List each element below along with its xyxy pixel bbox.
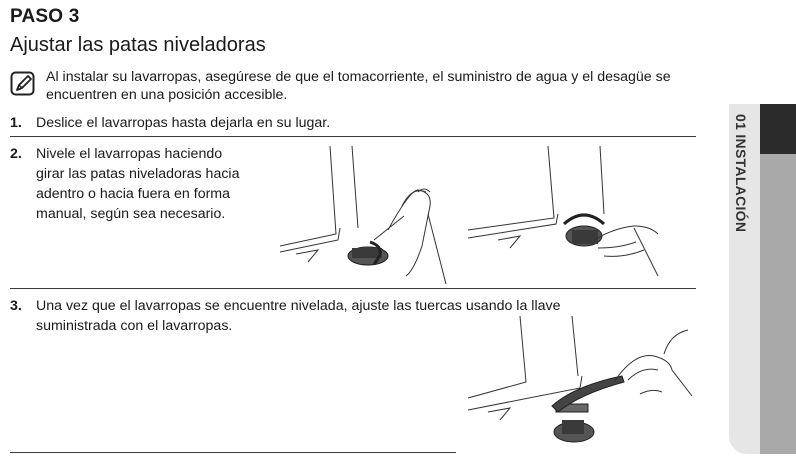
note-pencil-icon bbox=[10, 71, 36, 97]
chapter-side-tab bbox=[729, 104, 796, 454]
instruction-number: 1. bbox=[10, 115, 22, 131]
instruction-number: 3. bbox=[10, 298, 22, 314]
side-tab-light-area bbox=[729, 104, 760, 454]
instruction-text-line: manual, según sea necesario. bbox=[36, 206, 226, 222]
side-tab-gray-block bbox=[760, 154, 796, 454]
instruction-2 bbox=[10, 144, 280, 228]
instruction-text-line: girar las patas niveladoras hacia bbox=[36, 166, 240, 182]
instruction-text-line: Una vez que el lavarropas se encuentre nivelada, ajuste las tuercas usando la llave bbox=[36, 298, 561, 314]
side-tab-dark-block bbox=[760, 104, 796, 154]
instruction-text-line: adentro o hacia fuera en forma bbox=[36, 186, 231, 202]
step-subtitle: Ajustar las patas niveladoras bbox=[10, 34, 266, 56]
instruction-text-line: Nivele el lavarropas haciendo bbox=[36, 146, 223, 162]
divider bbox=[10, 136, 696, 137]
instruction-number: 2. bbox=[10, 146, 22, 162]
leveling-foot-illustration-right bbox=[464, 144, 660, 288]
divider bbox=[10, 452, 456, 453]
instruction-1 bbox=[10, 113, 690, 133]
instruction-text: Deslice el lavarropas hasta dejarla en su lugar. bbox=[36, 115, 331, 131]
instruction-text-line: suministrada con el lavarropas. bbox=[36, 318, 233, 334]
divider bbox=[10, 288, 696, 289]
step-title: PASO 3 bbox=[10, 6, 80, 27]
wrench-nut-illustration bbox=[464, 314, 700, 454]
leveling-foot-illustration-left bbox=[278, 144, 456, 288]
chapter-label: 01 INSTALACIÓN bbox=[733, 114, 749, 233]
note-text: Al instalar su lavarropas, asegúrese de que el tomacorriente, el suministro de agua y el desagüe se encuentren en una posición accesible. bbox=[46, 69, 671, 103]
